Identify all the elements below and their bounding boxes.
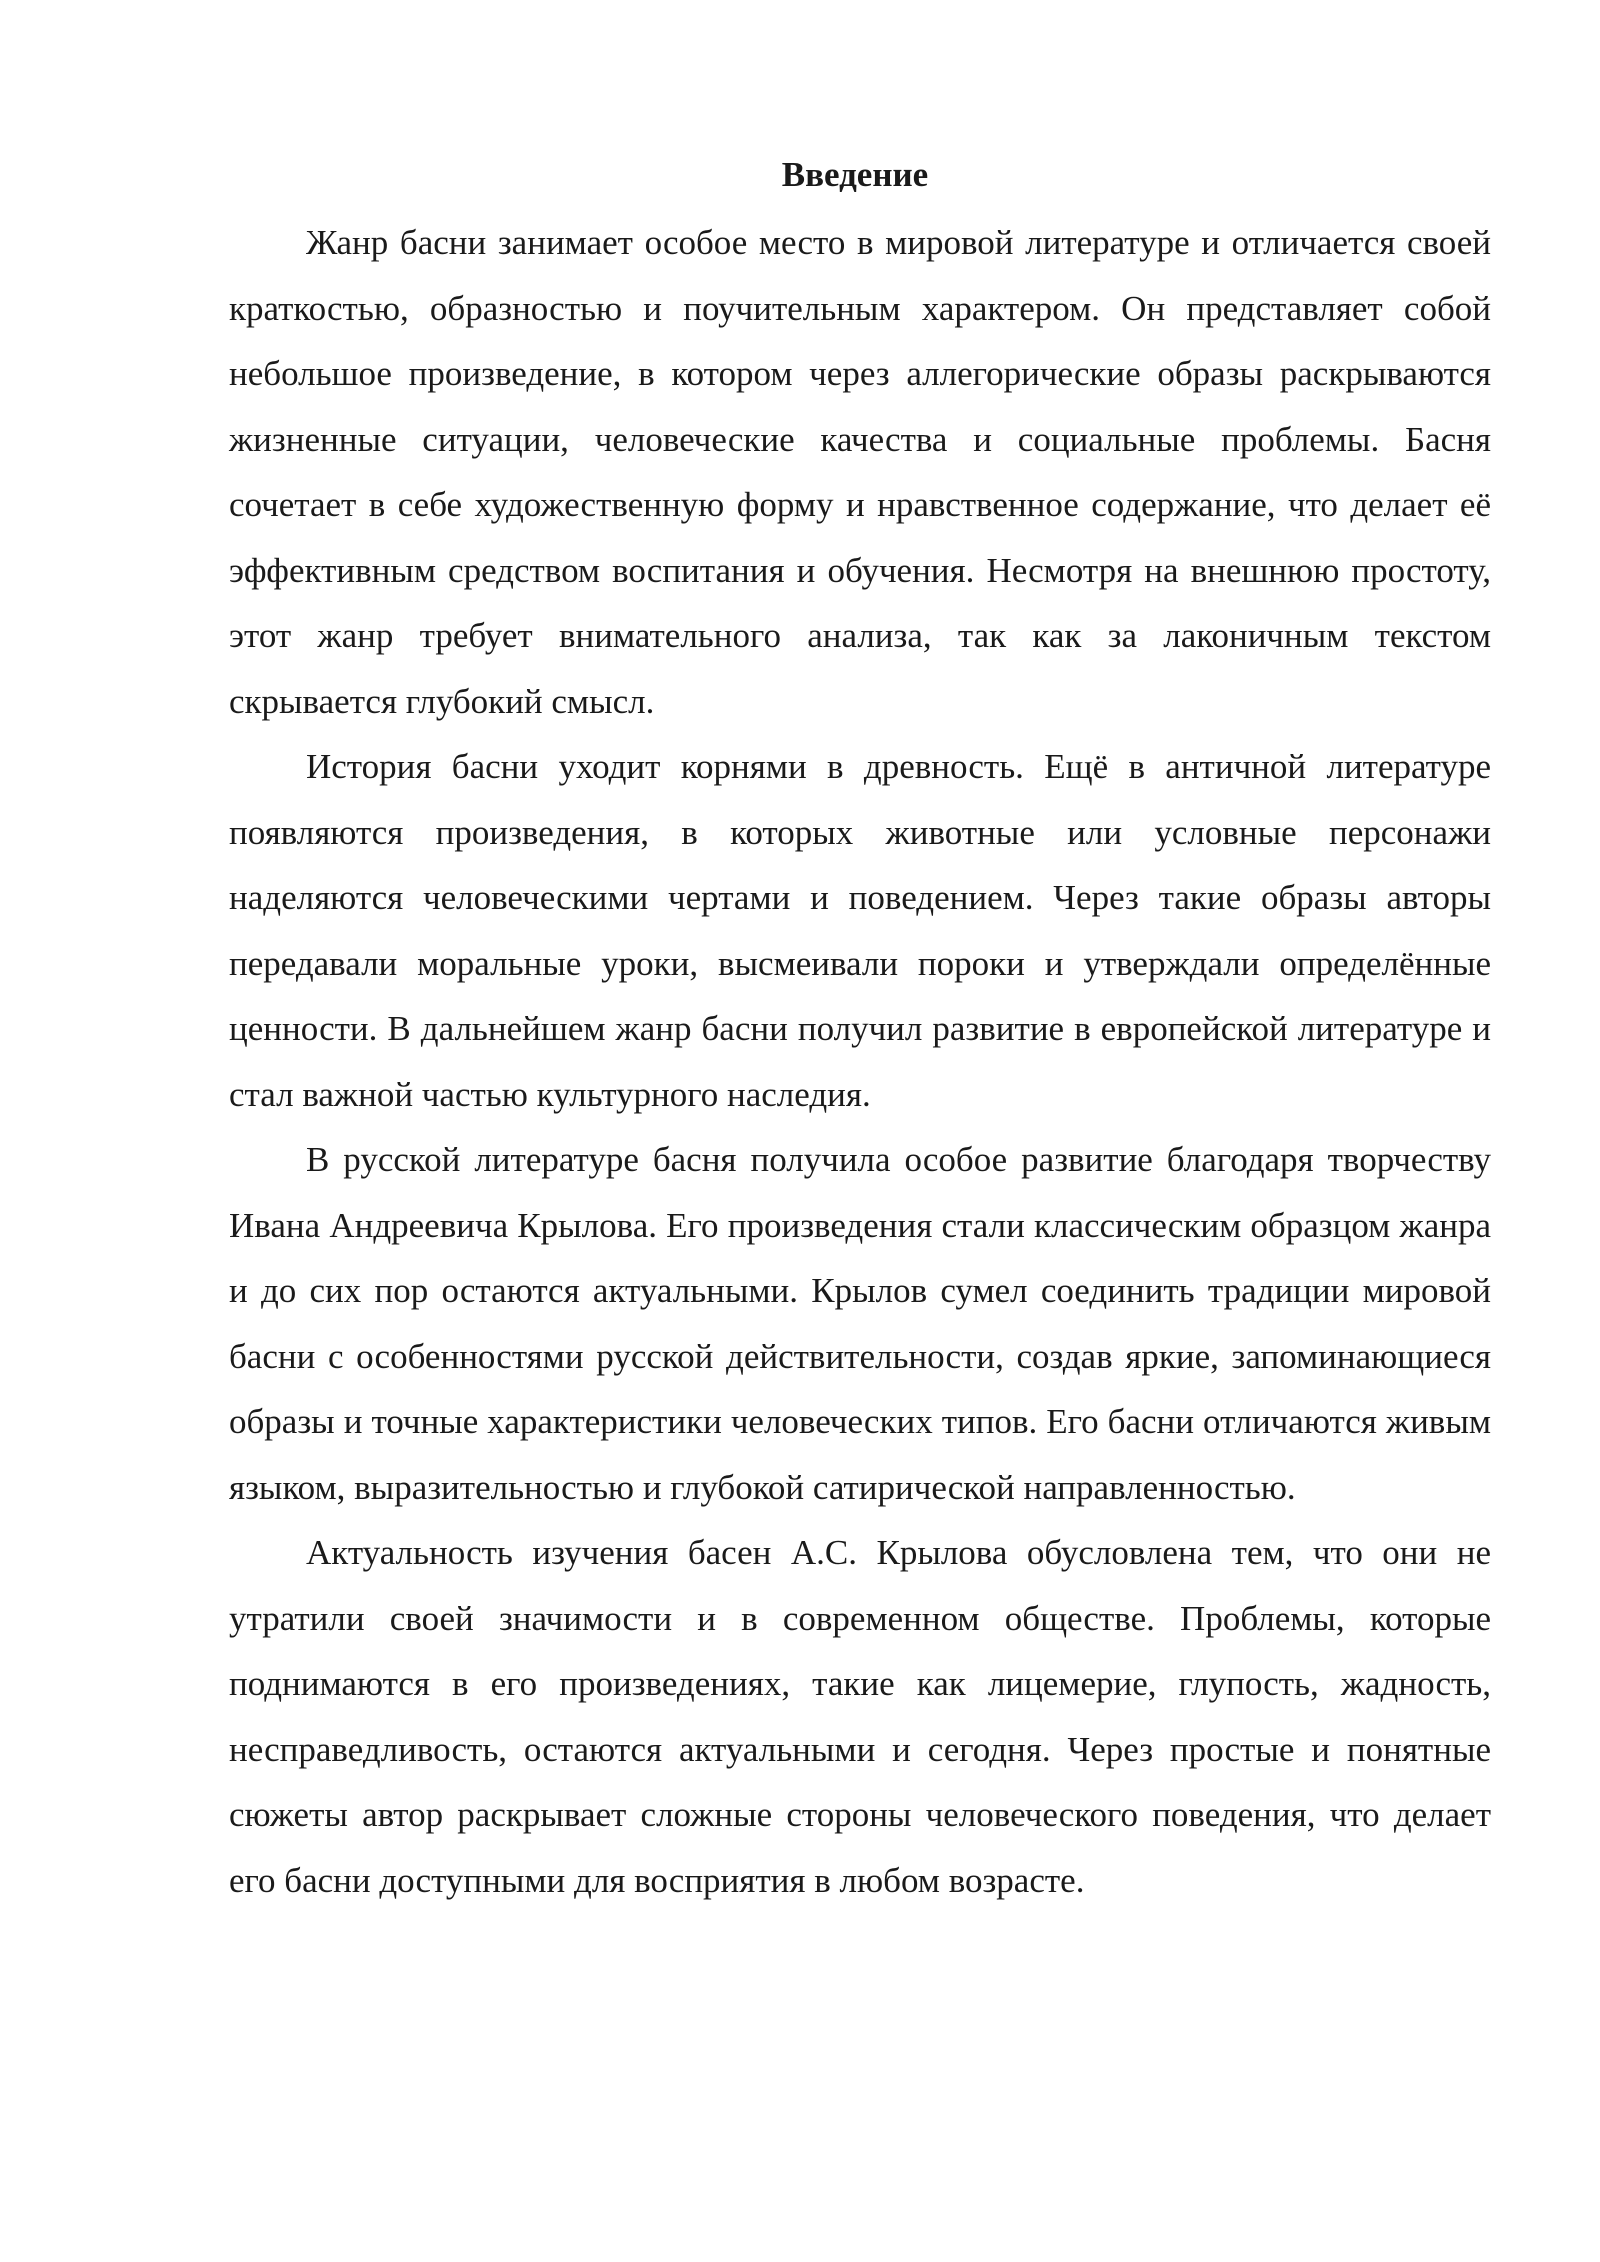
paragraph-history: История басни уходит корнями в древность. Ещё в античной литературе появляются произведения, в которых животные или условные персонажи наделяются человеческими чертами и поведением. Через такие образы авторы передавали моральные уроки, высмеивали пороки и утверждали определённые ценности. В дальнейшем жанр басни получил развитие в европейской литературе и стал важной частью культурного наследия.: [229, 747, 1491, 1114]
document-body: [229, 210, 1491, 1913]
paragraph-russian-literature: В русской литературе басня получила особое развитие благодаря творчеству Ивана Андреевича Крылова. Его произведения стали классическим образцом жанра и до сих пор остаются актуальными. Крылов сумел соединить традиции мировой басни с особенностями русской действительности, создав яркие, запоминающиеся образы и точные характеристики человеческих типов. Его басни отличаются живым языком, выразительностью и глубокой сатирической направленностью.: [229, 1140, 1491, 1507]
paragraph-genre-definition: Жанр басни занимает особое место в мировой литературе и отличается своей краткостью, образностью и поучительным характером. Он представляет собой небольшое произведение, в котором через аллегорические образы раскрываются жизненные ситуации, человеческие качества и социальные проблемы. Басня сочетает в себе художественную форму и нравственное содержание, что делает её эффективным средством воспитания и обучения. Несмотря на внешнюю простоту, этот жанр требует внимательного анализа, так как за лаконичным текстом скрывается глубокий смысл.: [229, 223, 1491, 721]
page-title: Введение: [781, 155, 929, 194]
paragraph-relevance: Актуальность изучения басен А.С. Крылова обусловлена тем, что они не утратили своей значимости и в современном обществе. Проблемы, которые поднимаются в его произведениях, такие как лицемерие, глупость, жадность, несправедливость, остаются актуальными и сегодня. Через простые и понятные сюжеты автор раскрывает сложные стороны человеческого поведения, что делает его басни доступными для восприятия в любом возрасте.: [229, 1533, 1491, 1900]
